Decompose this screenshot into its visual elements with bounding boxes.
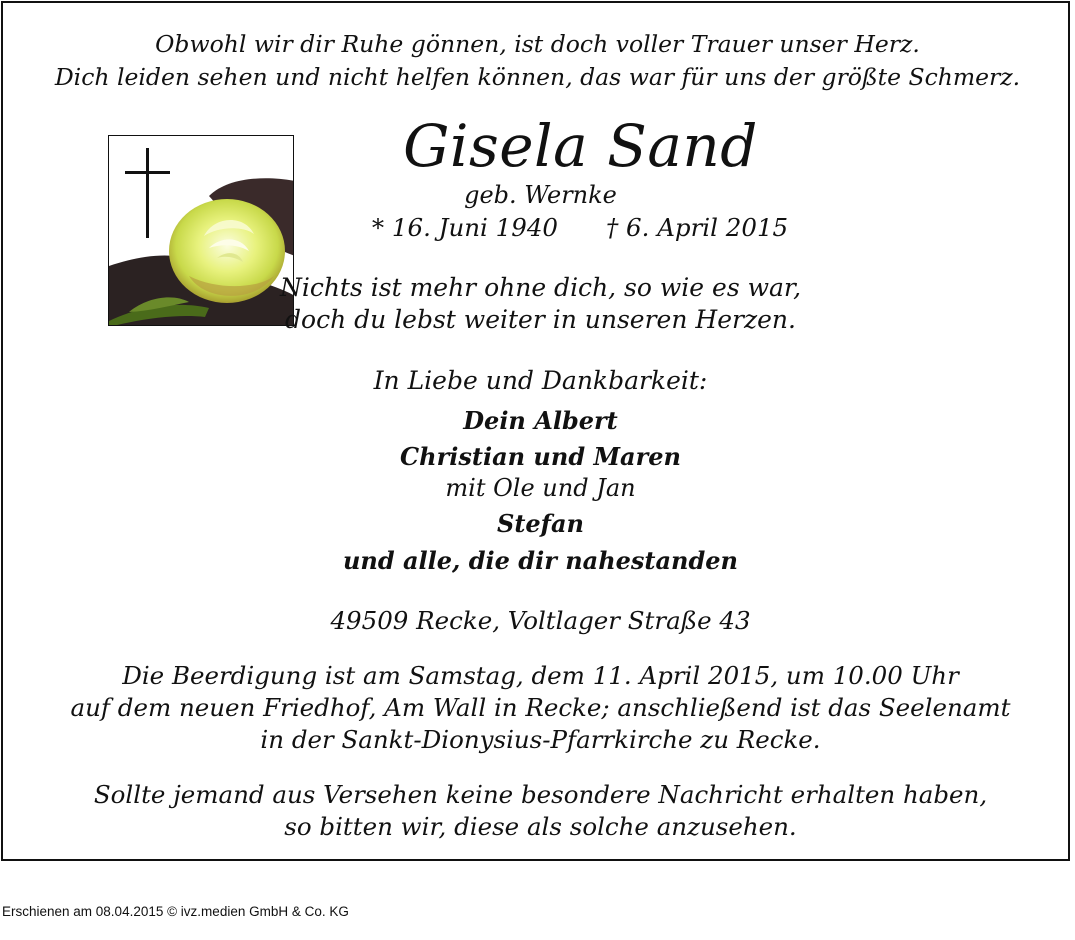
mourner-children: mit Ole und Jan — [445, 474, 636, 502]
mourner-christian-maren: Christian und Maren — [400, 442, 681, 471]
funeral-line-1: Die Beerdigung ist am Samstag, dem 11. April 2015, um 10.00 Uhr — [122, 661, 959, 690]
notice-line-1: Sollte jemand aus Versehen keine besondere Nachricht erhalten haben, — [93, 780, 988, 809]
funeral-line-3: in der Sankt-Dionysius-Pfarrkirche zu Recke. — [260, 725, 821, 754]
publication-footer: Erschienen am 08.04.2015 © ivz.medien GmbH & Co. KG — [2, 904, 349, 919]
life-dates — [0, 213, 1075, 242]
notice-line-2: so bitten wir, diese als solche anzusehen. — [284, 812, 797, 841]
mourner-others: und alle, die dir nahestanden — [342, 546, 739, 575]
deceased-name: Gisela Sand — [403, 112, 758, 180]
death-date: † 6. April 2015 — [606, 213, 789, 242]
mourners-intro: In Liebe und Dankbarkeit: — [373, 366, 708, 395]
funeral-line-2: auf dem neuen Friedhof, Am Wall in Recke; anschließend ist das Seelenamt — [70, 693, 1011, 722]
verse-mid-line-2: doch du lebst weiter in unseren Herzen. — [285, 305, 796, 334]
address: 49509 Recke, Voltlager Straße 43 — [330, 606, 751, 635]
birth-name: geb. Wernke — [464, 181, 617, 209]
mourner-albert: Dein Albert — [463, 406, 618, 435]
verse-top-line-2: Dich leiden sehen und nicht helfen können, das war für uns der größte Schmerz. — [54, 63, 1021, 91]
birth-date: * 16. Juni 1940 — [371, 213, 559, 242]
verse-top-line-1: Obwohl wir dir Ruhe gönnen, ist doch voller Trauer unser Herz. — [155, 30, 920, 58]
mourner-stefan: Stefan — [496, 509, 584, 538]
verse-mid-line-1: Nichts ist mehr ohne dich, so wie es war, — [279, 273, 802, 302]
